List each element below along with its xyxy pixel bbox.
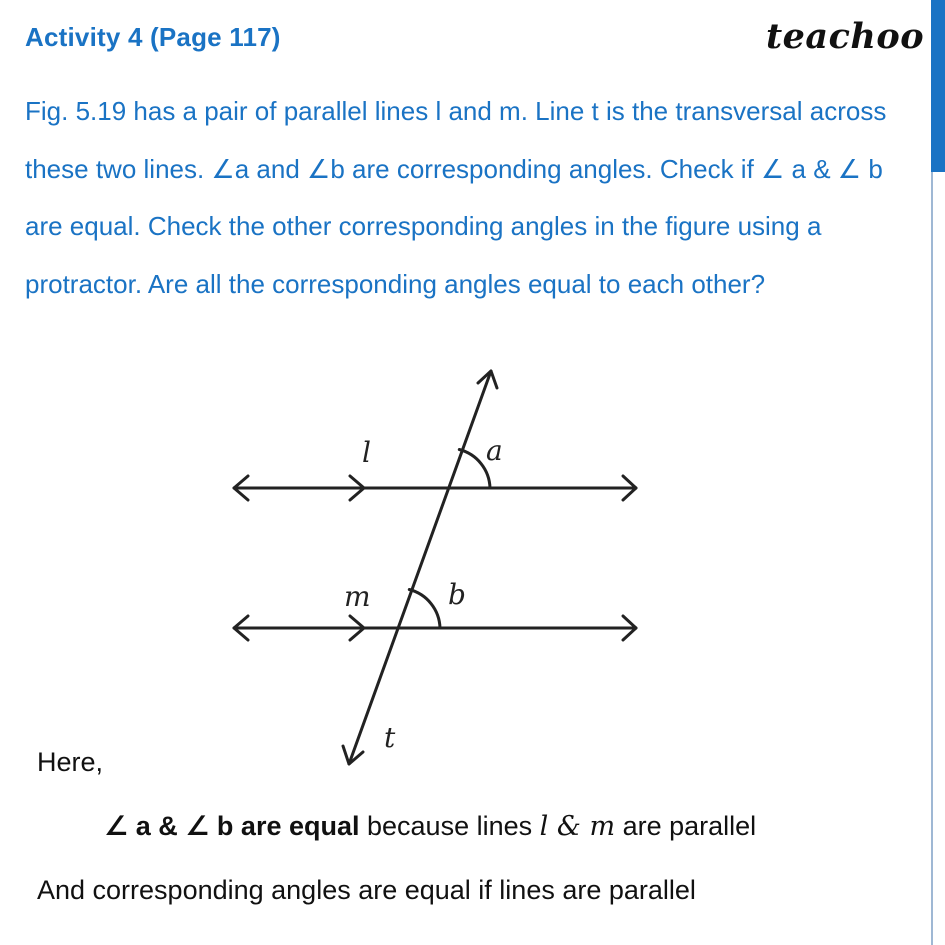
line-l-label: l: [362, 436, 371, 469]
because-text: because lines: [359, 811, 540, 841]
transversal-t: [349, 371, 491, 764]
transversal-label: t: [384, 721, 396, 754]
lines-text: l & m: [539, 811, 616, 842]
answer-conclusion: And corresponding angles are equal if lines are parallel: [37, 875, 696, 905]
angle-equality-text: ∠ a & ∠ b are equal: [104, 811, 360, 841]
parallel-text: are parallel: [615, 811, 757, 841]
angle-b-arc: [409, 590, 440, 629]
angle-a-label: a: [486, 434, 503, 467]
page-title: Activity 4 (Page 117): [25, 22, 281, 52]
answer-statement: [104, 811, 756, 842]
teachoo-logo: teachoo: [766, 16, 925, 57]
line-m-label: m: [344, 580, 371, 613]
angle-b-label: b: [448, 578, 466, 611]
question-text: Fig. 5.19 has a pair of parallel lines l and m. Line t is the transversal across these two lines. ∠a and ∠b are corresponding angles. Check if ∠ a & ∠ b are equal. Check the other corresponding angles in the figure using a protractor. Are all the corresponding angles equal to each other?: [25, 96, 887, 299]
answer-intro: Here,: [37, 747, 104, 777]
